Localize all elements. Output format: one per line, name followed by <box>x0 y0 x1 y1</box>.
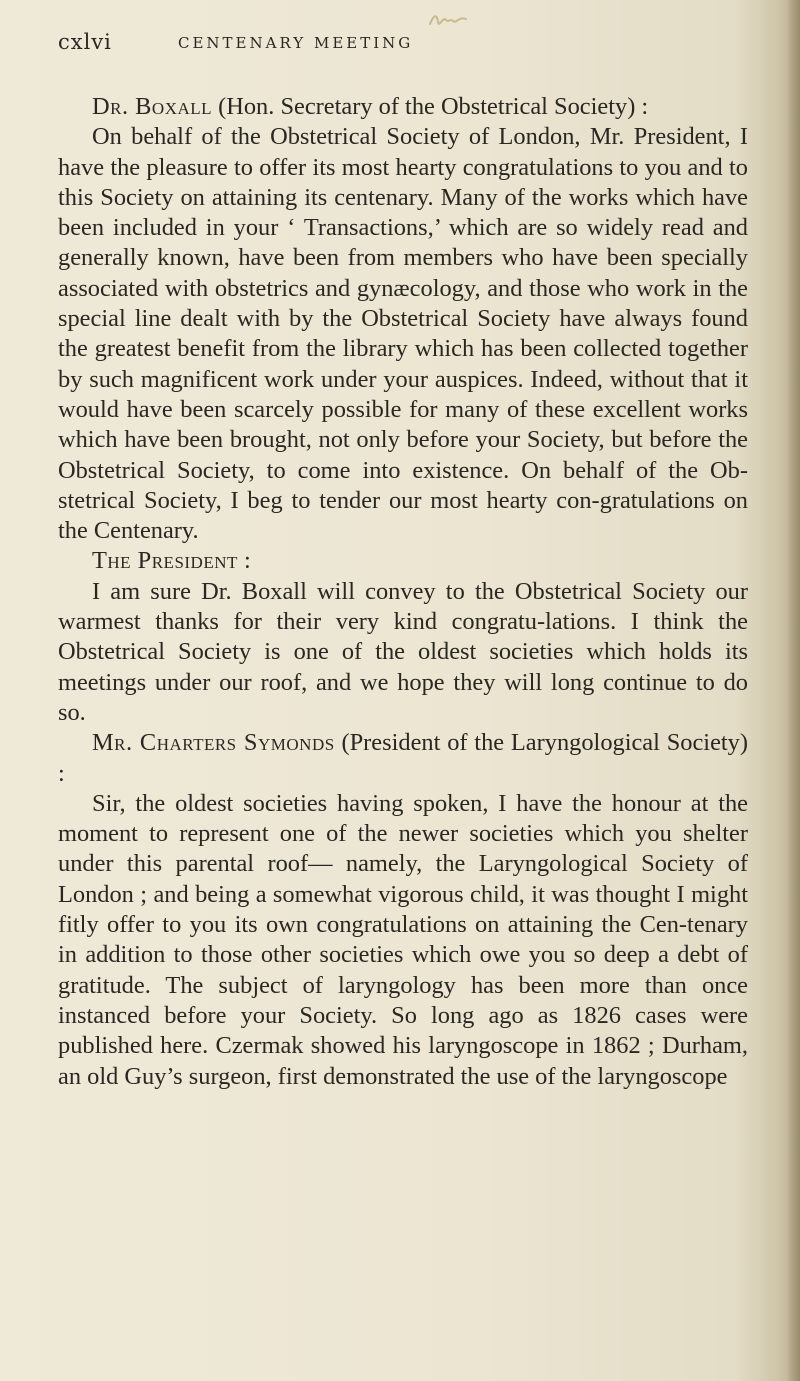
running-title: CENTENARY MEETING <box>178 34 414 52</box>
speaker-paragraph <box>58 728 748 789</box>
speaker-affiliation: : <box>237 547 251 575</box>
page-edge-shadow <box>786 0 800 1381</box>
speaker-paragraph <box>58 546 748 576</box>
body-text <box>58 92 748 1092</box>
speaker-name: Mr. Charters Symonds <box>92 729 335 757</box>
page-header <box>58 30 748 60</box>
page-number: cxlvi <box>58 30 112 54</box>
speaker-name: The President <box>92 547 238 575</box>
speaker-affiliation: (President of the Laryngological Society) : <box>58 729 748 787</box>
speech-paragraph: On behalf of the Obstetrical Society of London, Mr. President, I have the pleasure to offer its most hearty congratulations to you and to this Society on attaining its centenary. Many of the works which have been included in your ‘ Transactions,’ which are so widely read and generally known, have been from members who have been specially associated with obstetrics and gynæcology, and those who work in the special line dealt with by the Obstetrical Society have always found the greatest benefit from the library which has been collected together by such magnificent work under your auspices. Indeed, without that it would have been scarcely possible for many of these excellent works which have been brought, not only before your Society, but before the Obstetrical Society, to come into existence. On behalf of the Ob-stetrical Society, I beg to tender our most hearty con-gratulations on the Centenary. <box>58 123 748 545</box>
speaker-affiliation: (Hon. Secretary of the Obstetrical Society) : <box>212 93 649 120</box>
speech-paragraph: Sir, the oldest societies having spoken, I have the honour at the moment to represent one of the newer societies which you shelter under this parental roof— namely, the Laryngological Society of London ; and being a somewhat vigorous child, it was thought I might fitly offer to you its own congratulations on attaining the Cen-tenary in addition to those other societies which owe you so deep a debt of gratitude. The subject of laryngology has been more than once instanced before your Society. So long ago as 1826 cases were published here. Czermak showed his laryngoscope in 1862 ; Durham, an old Guy’s surgeon, first demonstrated the use of the laryngoscope <box>58 789 748 1090</box>
speaker-paragraph <box>58 92 748 122</box>
speech-paragraph: I am sure Dr. Boxall will convey to the Obstetrical Society our warmest thanks for their very kind congratu-lations. I think the Obstetrical Society is one of the oldest societies which holds its meetings under our roof, and we hope they will long continue to do so. <box>58 577 748 726</box>
pencil-scribble-icon <box>428 10 468 30</box>
speaker-name: Dr. Boxall <box>92 93 213 120</box>
